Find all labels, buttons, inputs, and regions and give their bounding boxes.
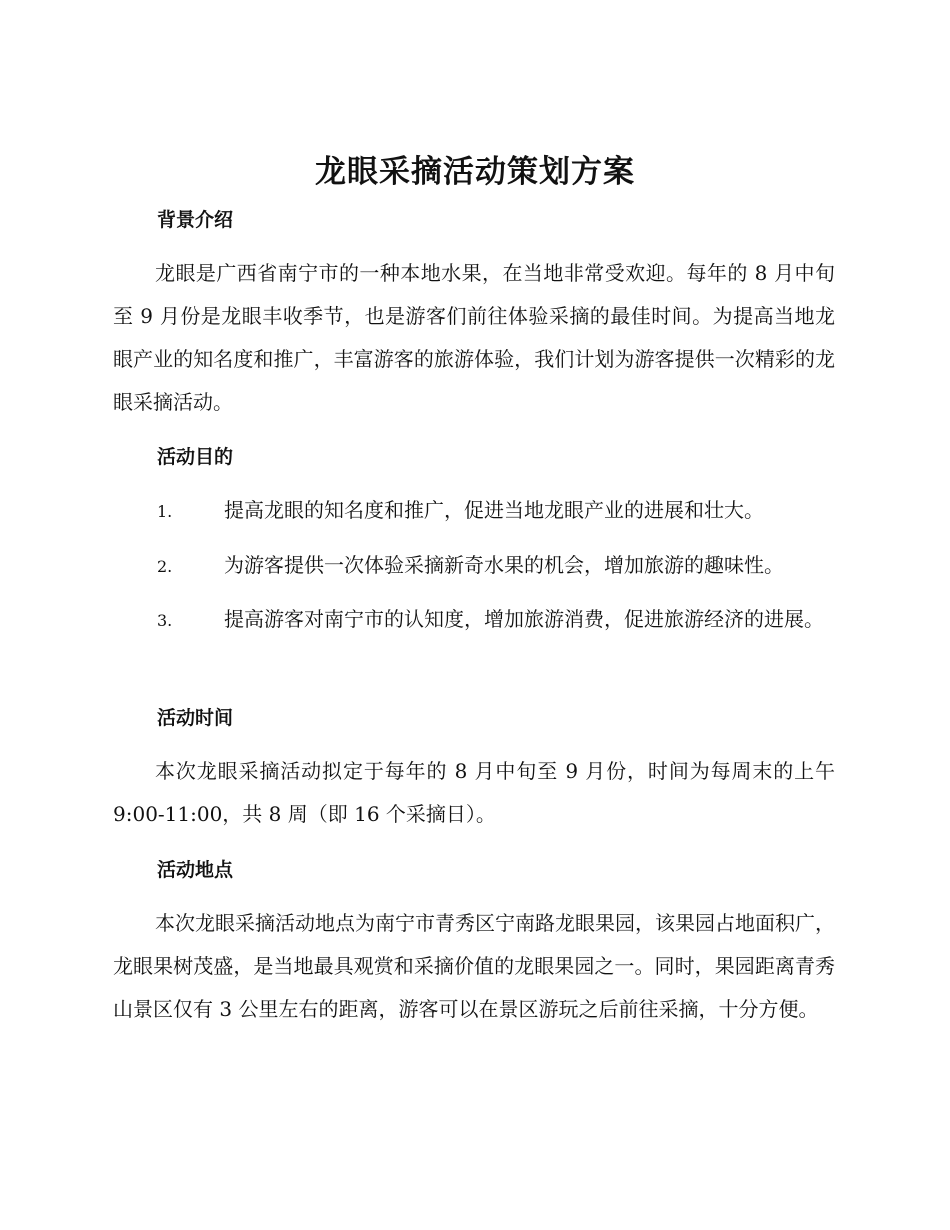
list-item [113, 489, 835, 533]
list-item [113, 544, 835, 588]
document-title: 龙眼采摘活动策划方案 [315, 154, 635, 190]
list-item-text: 提高游客对南宁市的认知度，增加旅游消费，促进旅游经济的进展。 [224, 607, 824, 631]
list-item-text: 提高龙眼的知名度和推广，促进当地龙眼产业的进展和壮大。 [224, 498, 764, 522]
section-heading-time: 活动时间 [157, 707, 234, 729]
section-paragraph-time: 本次龙眼采摘活动拟定于每年的 8 月中旬至 9 月份，时间为每周末的上午 9:00-11:00，共 8 周（即 16 个采摘日）。 [113, 759, 835, 826]
list-item-number: 3. [157, 611, 173, 630]
section-heading-background: 背景介绍 [157, 209, 234, 231]
list-item [113, 598, 835, 642]
list-item-number: 1. [157, 502, 173, 521]
section-heading-purpose: 活动目的 [157, 446, 234, 468]
list-item-number: 2. [157, 557, 173, 576]
section-paragraph-background: 龙眼是广西省南宁市的一种本地水果，在当地非常受欢迎。每年的 8 月中旬至 9 月份是龙眼丰收季节，也是游客们前往体验采摘的最佳时间。为提高当地龙眼产业的知名度和推广，丰富游客的旅游体验，我们计划为游客提供一次精彩的龙眼采摘活动。 [113, 261, 835, 414]
list-item-text: 为游客提供一次体验采摘新奇水果的机会，增加旅游的趣味性。 [224, 553, 784, 577]
section-heading-location: 活动地点 [157, 859, 234, 881]
section-paragraph-location: 本次龙眼采摘活动地点为南宁市青秀区宁南路龙眼果园，该果园占地面积广，龙眼果树茂盛，是当地最具观赏和采摘价值的龙眼果园之一。同时，果园距离青秀山景区仅有 3 公里左右的距离，游客可以在景区游玩之后前往采摘，十分方便。 [113, 911, 835, 1021]
